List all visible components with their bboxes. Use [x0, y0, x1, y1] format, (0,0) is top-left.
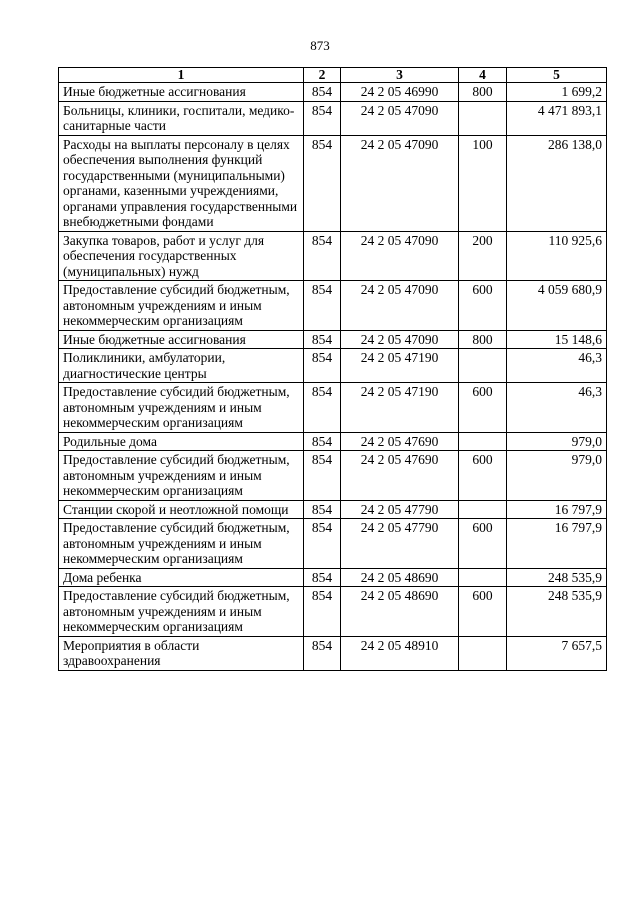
header-col-2: 2 — [304, 68, 341, 83]
admin-code-cell: 854 — [304, 568, 341, 587]
admin-code-cell: 854 — [304, 451, 341, 501]
expense-type-cell — [459, 349, 507, 383]
table-body — [59, 83, 607, 671]
table-row — [59, 451, 607, 501]
header-col-1: 1 — [59, 68, 304, 83]
table-row — [59, 231, 607, 281]
admin-code-cell: 854 — [304, 432, 341, 451]
expense-type-cell — [459, 568, 507, 587]
amount-cell: 110 925,6 — [507, 231, 607, 281]
amount-cell: 1 699,2 — [507, 83, 607, 102]
target-article-cell: 24 2 05 47090 — [341, 231, 459, 281]
expense-name-cell: Предоставление субсидий бюджетным, автономным учреждениям и иным некоммерческим организациям — [59, 383, 304, 433]
expense-type-cell: 600 — [459, 451, 507, 501]
target-article-cell: 24 2 05 46990 — [341, 83, 459, 102]
amount-cell: 979,0 — [507, 432, 607, 451]
expense-type-cell: 800 — [459, 330, 507, 349]
target-article-cell: 24 2 05 48690 — [341, 568, 459, 587]
amount-cell: 46,3 — [507, 349, 607, 383]
expense-type-cell — [459, 636, 507, 670]
amount-cell: 16 797,9 — [507, 519, 607, 569]
target-article-cell: 24 2 05 47090 — [341, 281, 459, 331]
page-number: 873 — [310, 38, 330, 53]
expense-name-cell: Родильные дома — [59, 432, 304, 451]
expense-type-cell — [459, 432, 507, 451]
admin-code-cell: 854 — [304, 500, 341, 519]
header-col-5: 5 — [507, 68, 607, 83]
target-article-cell: 24 2 05 47790 — [341, 519, 459, 569]
target-article-cell: 24 2 05 47790 — [341, 500, 459, 519]
expense-type-cell: 100 — [459, 135, 507, 231]
expense-type-cell: 800 — [459, 83, 507, 102]
target-article-cell: 24 2 05 47690 — [341, 451, 459, 501]
amount-cell: 16 797,9 — [507, 500, 607, 519]
amount-cell: 248 535,9 — [507, 568, 607, 587]
expense-name-cell: Предоставление субсидий бюджетным, автономным учреждениям и иным некоммерческим организациям — [59, 451, 304, 501]
admin-code-cell: 854 — [304, 330, 341, 349]
amount-cell: 46,3 — [507, 383, 607, 433]
table-row — [59, 432, 607, 451]
admin-code-cell: 854 — [304, 135, 341, 231]
admin-code-cell: 854 — [304, 636, 341, 670]
amount-cell: 4 059 680,9 — [507, 281, 607, 331]
table-row — [59, 519, 607, 569]
expense-name-cell: Закупка товаров, работ и услуг для обеспечения государственных (муниципальных) нужд — [59, 231, 304, 281]
table-row — [59, 587, 607, 637]
amount-cell: 248 535,9 — [507, 587, 607, 637]
amount-cell: 4 471 893,1 — [507, 101, 607, 135]
expense-name-cell: Поликлиники, амбулатории, диагностические центры — [59, 349, 304, 383]
target-article-cell: 24 2 05 47190 — [341, 383, 459, 433]
header-col-4: 4 — [459, 68, 507, 83]
expense-name-cell: Предоставление субсидий бюджетным, автономным учреждениям и иным некоммерческим организациям — [59, 281, 304, 331]
target-article-cell: 24 2 05 48910 — [341, 636, 459, 670]
budget-table — [58, 67, 607, 671]
table-row — [59, 636, 607, 670]
table-row — [59, 383, 607, 433]
table-row — [59, 330, 607, 349]
expense-name-cell: Больницы, клиники, госпитали, медико-санитарные части — [59, 101, 304, 135]
table-row — [59, 83, 607, 102]
table-header-row — [59, 68, 607, 83]
header-col-3: 3 — [341, 68, 459, 83]
expense-name-cell: Станции скорой и неотложной помощи — [59, 500, 304, 519]
table-row — [59, 568, 607, 587]
expense-name-cell: Предоставление субсидий бюджетным, автономным учреждениям и иным некоммерческим организациям — [59, 587, 304, 637]
expense-type-cell — [459, 101, 507, 135]
expense-type-cell: 600 — [459, 519, 507, 569]
target-article-cell: 24 2 05 47090 — [341, 135, 459, 231]
expense-name-cell: Мероприятия в области здравоохранения — [59, 636, 304, 670]
admin-code-cell: 854 — [304, 349, 341, 383]
target-article-cell: 24 2 05 47090 — [341, 101, 459, 135]
expense-type-cell: 600 — [459, 383, 507, 433]
table-row — [59, 281, 607, 331]
amount-cell: 15 148,6 — [507, 330, 607, 349]
admin-code-cell: 854 — [304, 519, 341, 569]
target-article-cell: 24 2 05 47190 — [341, 349, 459, 383]
target-article-cell: 24 2 05 47690 — [341, 432, 459, 451]
expense-name-cell: Предоставление субсидий бюджетным, автономным учреждениям и иным некоммерческим организациям — [59, 519, 304, 569]
expense-type-cell — [459, 500, 507, 519]
expense-name-cell: Дома ребенка — [59, 568, 304, 587]
target-article-cell: 24 2 05 48690 — [341, 587, 459, 637]
expense-name-cell: Расходы на выплаты персоналу в целях обеспечения выполнения функций государственными (муниципальными) органами, казенными учреждениями, органами управления государственными внебюджетными фондами — [59, 135, 304, 231]
admin-code-cell: 854 — [304, 83, 341, 102]
table-row — [59, 101, 607, 135]
admin-code-cell: 854 — [304, 231, 341, 281]
expense-type-cell: 200 — [459, 231, 507, 281]
amount-cell: 7 657,5 — [507, 636, 607, 670]
amount-cell: 286 138,0 — [507, 135, 607, 231]
admin-code-cell: 854 — [304, 281, 341, 331]
expense-name-cell: Иные бюджетные ассигнования — [59, 83, 304, 102]
amount-cell: 979,0 — [507, 451, 607, 501]
admin-code-cell: 854 — [304, 101, 341, 135]
admin-code-cell: 854 — [304, 587, 341, 637]
admin-code-cell: 854 — [304, 383, 341, 433]
expense-type-cell: 600 — [459, 587, 507, 637]
table-row — [59, 349, 607, 383]
expense-type-cell: 600 — [459, 281, 507, 331]
target-article-cell: 24 2 05 47090 — [341, 330, 459, 349]
table-row — [59, 500, 607, 519]
table-row — [59, 135, 607, 231]
expense-name-cell: Иные бюджетные ассигнования — [59, 330, 304, 349]
